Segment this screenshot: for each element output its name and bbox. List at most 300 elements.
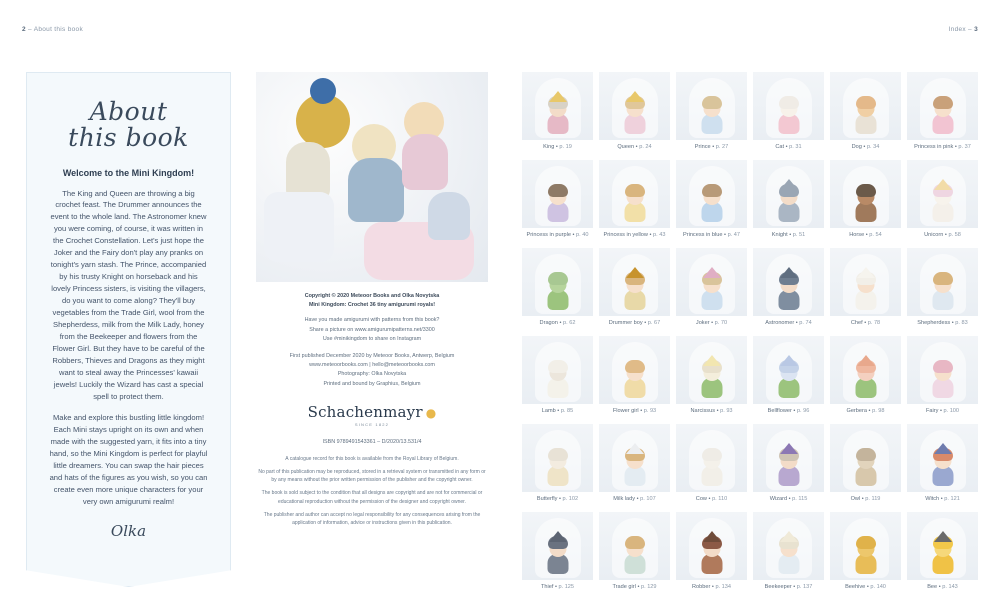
running-head-right (949, 26, 978, 33)
index-item-name: Robber (692, 584, 711, 590)
publish-line1: First published December 2020 by Meteoor Books, Antwerp, Belgium (289, 352, 455, 359)
figure-body (701, 378, 722, 398)
figure-hair (625, 536, 645, 549)
index-item[interactable] (522, 72, 593, 150)
caption-separator: • (557, 320, 563, 326)
index-item[interactable] (599, 72, 670, 150)
index-caption (907, 584, 978, 590)
index-item-page: p. 40 (576, 232, 589, 238)
index-caption (830, 496, 901, 502)
index-item[interactable] (676, 336, 747, 414)
figure-hat (703, 355, 721, 366)
index-thumbnail (907, 248, 978, 316)
caption-separator: • (634, 144, 640, 150)
amigurumi-figure (622, 358, 648, 398)
caption-separator: • (553, 584, 559, 590)
index-item[interactable] (599, 160, 670, 238)
amigurumi-figure (622, 446, 648, 486)
figure-body (701, 466, 722, 486)
index-item-page: p. 47 (727, 232, 741, 238)
photo-shape (310, 78, 336, 104)
index-item-page: p. 27 (715, 144, 729, 150)
publish-line2: www.meteoorbooks.com | hello@meteoorbooks.com (309, 362, 435, 369)
photo-shape (348, 158, 404, 222)
colophon (256, 292, 488, 532)
index-item-name: Fairy (925, 408, 939, 414)
amigurumi-figure (545, 94, 571, 134)
index-item[interactable] (830, 424, 901, 502)
figure-body (778, 554, 799, 574)
index-item-name: Bellflower (767, 408, 792, 414)
index-item[interactable] (599, 248, 670, 326)
index-caption (830, 232, 901, 238)
figure-hair (856, 184, 876, 197)
index-item[interactable] (830, 336, 901, 414)
amigurumi-figure (930, 534, 956, 574)
index-item-name: Wizard (769, 496, 788, 502)
photo-shape (428, 192, 470, 240)
caption-separator: • (791, 584, 797, 590)
share-block (256, 316, 488, 344)
amigurumi-figure (699, 270, 725, 310)
index-thumbnail (753, 336, 824, 404)
index-item-name: Princess in yellow (603, 232, 648, 238)
about-title (49, 99, 208, 152)
index-caption (522, 232, 593, 238)
index-thumbnail (830, 160, 901, 228)
index-item-page: p. 110 (712, 496, 728, 502)
figure-hat (780, 531, 798, 542)
index-caption (522, 144, 593, 150)
about-panel (26, 72, 231, 562)
index-item-name: Trade girl (612, 584, 636, 590)
amigurumi-figure (776, 182, 802, 222)
share-line2: Share a picture on www.amigurumipatterns.net/3300 (309, 326, 435, 333)
amigurumi-figure (776, 446, 802, 486)
index-item-page: p. 143 (942, 584, 958, 590)
caption-separator: • (638, 408, 644, 414)
index-caption (676, 232, 747, 238)
index-caption (753, 584, 824, 590)
index-caption (599, 232, 670, 238)
index-caption (753, 232, 824, 238)
index-item-page: p. 34 (866, 144, 880, 150)
figure-hat (549, 91, 567, 102)
amigurumi-figure (776, 94, 802, 134)
author-signature: Olka (110, 522, 147, 541)
index-caption (676, 584, 747, 590)
index-thumbnail (522, 424, 593, 492)
amigurumi-figure (930, 358, 956, 398)
caption-separator: • (787, 232, 793, 238)
caption-separator: • (867, 408, 873, 414)
index-item-name: Beehive (845, 584, 866, 590)
index-item[interactable] (522, 336, 593, 414)
publisher-block (256, 352, 488, 389)
index-item[interactable] (753, 512, 824, 590)
index-thumbnail (753, 160, 824, 228)
copyright-line2: Mini Kingdom: Crochet 36 tiny amigurumi royals! (308, 302, 436, 309)
figure-hat (626, 443, 644, 454)
caption-separator: • (642, 320, 648, 326)
figure-body (855, 114, 876, 134)
index-caption (907, 144, 978, 150)
index-item[interactable] (522, 160, 593, 238)
index-thumbnail (676, 424, 747, 492)
figure-hat (934, 443, 952, 454)
index-item[interactable] (907, 248, 978, 326)
amigurumi-figure (699, 94, 725, 134)
amigurumi-figure (853, 94, 879, 134)
share-line3: Use #minikingdom to share on Instagram (322, 335, 422, 342)
figure-body (778, 202, 799, 222)
figure-hair (933, 96, 953, 109)
index-item[interactable] (753, 424, 824, 502)
figure-body (547, 290, 568, 310)
photo-shape (264, 192, 334, 262)
index-thumbnail (753, 512, 824, 580)
index-item[interactable] (676, 248, 747, 326)
index-item[interactable] (907, 512, 978, 590)
figure-hat (934, 179, 952, 190)
figure-body (624, 554, 645, 574)
amigurumi-figure (853, 534, 879, 574)
amigurumi-figure (776, 358, 802, 398)
index-caption (599, 496, 670, 502)
index-item-page: p. 115 (792, 496, 808, 502)
caption-separator: • (555, 408, 561, 414)
figure-hat (857, 267, 875, 278)
figure-hat (549, 531, 567, 542)
copyright-line1: Copyright © 2020 Meteoor Books and Olka Novytska (304, 293, 440, 299)
amigurumi-figure (699, 358, 725, 398)
index-item[interactable] (830, 160, 901, 238)
figure-body (547, 378, 568, 398)
index-caption (753, 144, 824, 150)
about-title-line2: this book (68, 123, 189, 153)
caption-separator: • (861, 144, 867, 150)
index-item-page: p. 31 (789, 144, 802, 150)
caption-separator: • (794, 320, 800, 326)
index-item[interactable] (676, 72, 747, 150)
index-item-name: Owl (850, 496, 861, 502)
index-item-page: p. 24 (639, 144, 652, 150)
index-item-page: p. 137 (796, 584, 813, 590)
index-item[interactable] (907, 424, 978, 502)
index-caption (830, 320, 901, 326)
index-thumbnail (830, 512, 901, 580)
index-thumbnail (676, 72, 747, 140)
amigurumi-figure (545, 534, 571, 574)
amigurumi-figure (853, 182, 879, 222)
index-thumbnail (676, 248, 747, 316)
figure-body (701, 114, 722, 134)
amigurumi-figure (545, 446, 571, 486)
index-item-name: Princess in blue (682, 232, 723, 238)
caption-separator: • (710, 144, 716, 150)
amigurumi-figure (545, 270, 571, 310)
index-item[interactable] (753, 72, 824, 150)
caption-separator: • (950, 320, 956, 326)
about-paragraph: The King and Queen are throwing a big crochet feast. The Drummer announces the event to the whole land. The Astronomer knew you were coming, of course, it was written in the Crochet Constellation. Let's just hope the Joker and the Fairy don't play any pranks on tonight's yarn stash. The Prince, accompanied by his trusty Knight on horseback and his lovely Princess sisters, is visiting the villagers, do you want to come along? They'll buy vegetables from the Trade Girl, wool from the Shepherdess, milk from the Milk Lady, honey from the Beekeeper and flowers from the Flower Girl. But they have to be careful of the Robbers, Thieves and Dragons as they might want to steal away the Princesses' kawaii jewels! Luckily the Wizard has cast a special spell to protect them. (50, 188, 207, 402)
brand-subtitle: SINCE 1822 (354, 421, 390, 427)
figure-body (701, 290, 722, 310)
figure-hair (702, 96, 722, 109)
index-item-name: Unicorn (924, 232, 944, 238)
index-thumbnail (830, 424, 901, 492)
amigurumi-figure (930, 182, 956, 222)
share-line1: Have you made amigurumi with patterns from this book? (304, 317, 440, 324)
index-thumbnail (522, 72, 593, 140)
sheep-icon: ● (425, 405, 437, 420)
index-item[interactable] (676, 160, 747, 238)
amigurumi-figure (776, 270, 802, 310)
index-item-page: p. 93 (720, 408, 733, 414)
index-item-name: Queen (617, 144, 635, 150)
index-item[interactable] (753, 160, 824, 238)
index-caption (676, 144, 747, 150)
index-item[interactable] (753, 336, 824, 414)
figure-hair (548, 272, 568, 285)
index-item-name: Flower girl (612, 408, 639, 414)
index-item-page: p. 83 (955, 320, 968, 326)
index-item-page: p. 96 (796, 408, 810, 414)
index-thumbnail (599, 72, 670, 140)
index-caption (522, 320, 593, 326)
index-item-name: Princess in pink (914, 144, 954, 150)
index-item-page: p. 58 (948, 232, 961, 238)
index-item[interactable] (522, 424, 593, 502)
index-caption (676, 320, 747, 326)
sponsor-logo (256, 403, 488, 427)
index-item-page: p. 19 (559, 144, 572, 150)
legal-block (256, 455, 488, 528)
caption-separator: • (710, 584, 716, 590)
index-item-name: Dog (851, 144, 862, 150)
index-item[interactable] (599, 512, 670, 590)
caption-separator: • (937, 584, 943, 590)
index-item-page: p. 102 (562, 496, 579, 502)
folio-left: 2 (22, 26, 26, 33)
figure-hair (856, 96, 876, 109)
index-item-page: p. 51 (792, 232, 806, 238)
index-item[interactable] (522, 512, 593, 590)
index-thumbnail (599, 160, 670, 228)
hero-photo (256, 72, 488, 282)
figure-body (855, 290, 876, 310)
index-item[interactable] (830, 512, 901, 590)
index-item[interactable] (907, 72, 978, 150)
figure-hair (933, 272, 953, 285)
caption-separator: • (557, 496, 563, 502)
figure-body (932, 290, 953, 310)
index-item[interactable] (599, 424, 670, 502)
index-thumbnail (907, 160, 978, 228)
copyright-block (256, 292, 488, 310)
figure-body (778, 378, 799, 398)
index-caption (753, 496, 824, 502)
index-item-name: Bee (927, 584, 938, 590)
caption-separator: • (715, 408, 721, 414)
index-item-name: Witch (925, 496, 940, 502)
index-item-page: p. 129 (640, 584, 657, 590)
index-item[interactable] (907, 336, 978, 414)
index-item-name: Thief (540, 584, 554, 590)
index-caption (907, 496, 978, 502)
index-item[interactable] (907, 160, 978, 238)
index-item-page: p. 140 (870, 584, 886, 590)
brand-name: Schachenmayr (307, 402, 423, 421)
amigurumi-figure (699, 446, 725, 486)
index-item[interactable] (830, 72, 901, 150)
index-item-name: Narcissus (690, 408, 716, 414)
index-item[interactable] (676, 512, 747, 590)
figure-hair (702, 448, 722, 461)
figure-hat (780, 443, 798, 454)
amigurumi-figure (699, 182, 725, 222)
caption-separator: • (939, 496, 945, 502)
publish-line4: Printed and bound by Graphius, Belgium (323, 380, 421, 387)
caption-separator: • (865, 584, 871, 590)
legal-paragraph: No part of this publication may be reproduced, stored in a retrieval system or transmitted in any form or by any means without the prior written permission of the publisher and the copyright owner. (258, 468, 486, 484)
figure-hat (780, 179, 798, 190)
figure-body (855, 554, 876, 574)
amigurumi-figure (622, 94, 648, 134)
index-item[interactable] (676, 424, 747, 502)
amigurumi-figure (776, 534, 802, 574)
figure-hair (548, 184, 568, 197)
caption-separator: • (784, 144, 790, 150)
amigurumi-figure (930, 270, 956, 310)
index-item-name: Gerbera (846, 408, 867, 414)
photo-shape (402, 134, 448, 190)
index-caption (599, 320, 670, 326)
index-caption (676, 496, 747, 502)
caption-separator: • (860, 496, 866, 502)
figure-body (547, 554, 568, 574)
index-item-name: Lamb (541, 408, 556, 414)
figure-hair (548, 360, 568, 373)
index-item-page: p. 67 (647, 320, 661, 326)
caption-separator: • (864, 232, 870, 238)
index-item-page: p. 107 (640, 496, 656, 502)
index-item-page: p. 125 (558, 584, 575, 590)
index-caption (522, 408, 593, 414)
publish-line3: Photography: Olka Novytska (337, 371, 407, 378)
index-item[interactable] (830, 248, 901, 326)
amigurumi-figure (699, 534, 725, 574)
figure-hat (626, 267, 644, 278)
caption-separator: • (953, 144, 959, 150)
index-item-page: p. 98 (872, 408, 885, 414)
figure-body (932, 202, 953, 222)
index-thumbnail (599, 424, 670, 492)
figure-hat (780, 267, 798, 278)
index-thumbnail (907, 424, 978, 492)
figure-body (932, 378, 953, 398)
index-item-page: p. 78 (867, 320, 881, 326)
index-caption (599, 408, 670, 414)
figure-hat (703, 267, 721, 278)
index-item[interactable] (522, 248, 593, 326)
legal-paragraph: The publisher and author can accept no legal responsibility for any consequences arising from the application of information, advice or instructions given in this publication. (263, 511, 481, 527)
index-thumbnail (522, 248, 593, 316)
about-welcome: Welcome to the Mini Kingdom! (62, 167, 195, 178)
figure-hair (779, 96, 799, 109)
index-thumbnail (676, 336, 747, 404)
index-item-name: Cow (695, 496, 707, 502)
index-caption (753, 320, 824, 326)
figure-body (778, 290, 799, 310)
index-caption (830, 408, 901, 414)
index-thumbnail (522, 160, 593, 228)
index-thumbnail (599, 512, 670, 580)
figure-body (701, 202, 722, 222)
index-item-page: p. 85 (560, 408, 574, 414)
index-caption (907, 232, 978, 238)
index-caption (830, 584, 901, 590)
index-item-page: p. 74 (799, 320, 812, 326)
figure-hair (702, 184, 722, 197)
index-item-name: Prince (694, 144, 711, 150)
index-item-page: p. 119 (865, 496, 881, 502)
caption-separator: • (709, 320, 715, 326)
figure-body (932, 466, 953, 486)
caption-separator: • (943, 232, 949, 238)
index-item-name: Dragon (539, 320, 558, 326)
index-item[interactable] (753, 248, 824, 326)
running-head-left-text: – About this book (28, 26, 84, 33)
index-thumbnail (907, 72, 978, 140)
figure-hair (856, 448, 876, 461)
caption-separator: • (635, 584, 641, 590)
figure-hair (933, 360, 953, 373)
index-caption (753, 408, 824, 414)
index-item-page: p. 70 (714, 320, 728, 326)
index-thumbnail (599, 336, 670, 404)
figure-hat (857, 355, 875, 366)
running-head-left (22, 26, 83, 33)
index-thumbnail (753, 248, 824, 316)
amigurumi-figure (622, 270, 648, 310)
figure-body (932, 114, 953, 134)
caption-separator: • (706, 496, 713, 502)
caption-separator: • (862, 320, 868, 326)
caption-separator: • (554, 144, 560, 150)
caption-separator: • (787, 496, 793, 502)
figure-hat (703, 531, 721, 542)
caption-separator: • (722, 232, 728, 238)
caption-separator: • (791, 408, 797, 414)
figure-hair (625, 184, 645, 197)
index-thumbnail (522, 512, 593, 580)
index-item-name: Shepherdess (917, 320, 951, 326)
figure-body (547, 466, 568, 486)
index-item-page: p. 54 (869, 232, 882, 238)
index-item-page: p. 134 (715, 584, 731, 590)
amigurumi-figure (930, 94, 956, 134)
about-paragraph: Make and explore this bustling little kingdom! Each Mini stays upright on its own and when made with the suggested yarn, it fits into a tiny hand, so the Mini Kingdom is perfect for playful little dreamers. You can swap the hair pieces and hats of the figures as you wish, so you can create even more unique characters for your very own amigurumi realm! (49, 413, 208, 507)
folio-right: 3 (974, 26, 978, 33)
running-head-right-text: Index – (948, 26, 972, 33)
figure-body (624, 378, 645, 398)
figure-hat (934, 531, 952, 542)
amigurumi-figure (853, 270, 879, 310)
index-item-name: Drummer boy (608, 320, 643, 326)
figure-body (932, 554, 953, 574)
index-item[interactable] (599, 336, 670, 414)
index-caption (599, 144, 670, 150)
